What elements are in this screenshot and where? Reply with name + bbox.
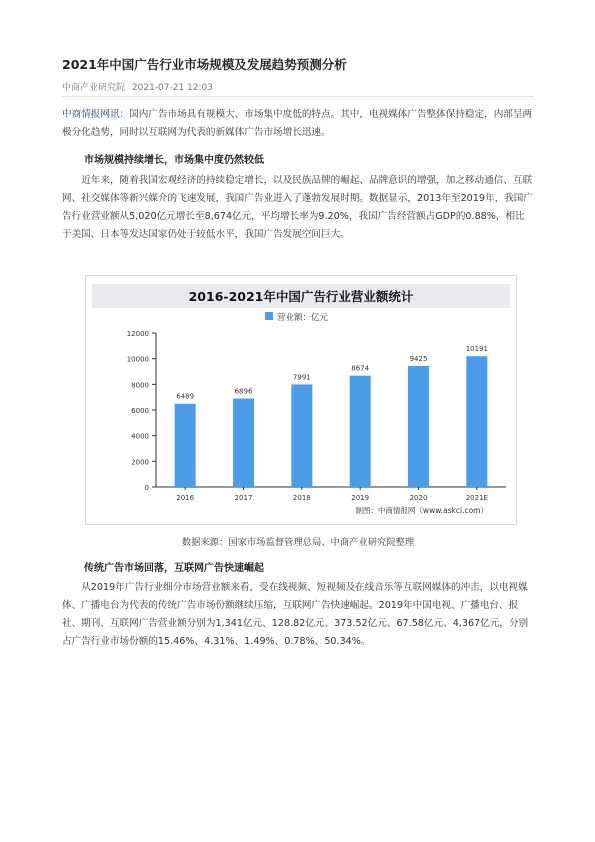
y-tick-label: 10000: [126, 355, 149, 364]
bar: [466, 356, 487, 487]
intro-body: 国内广告市场具有规模大、市场集中度低的特点。其中，电视媒体广告整体保持稳定，内部呈两极分化趋势，同时以互联网为代表的新媒体广告市场增长迅速。: [62, 109, 533, 138]
intro-paragraph: [62, 106, 534, 142]
section2-paragraph: 从2019年广告行业细分市场营业额来看，受在线视频、短视频及在线音乐等互联网媒体的冲击，以电视媒体、广播电台为代表的传统广告市场份额继续压缩，互联网广告快速崛起。2019年中国电视、广播电台、报社、期刊、互联网广告营业额分别为1,341亿元、128.82亿元、373.52亿元、67.58亿元、4,367亿元，分别占广告行业市场份额的15.46%、4.31%、1.49%、0.78%、50.34%。: [62, 582, 529, 647]
x-tick-label: 2016: [176, 494, 195, 502]
bar: [291, 384, 312, 487]
chart-caption: 数据来源：国家市场监督管理总局、中商产业研究院整理: [181, 537, 415, 548]
bar-value-label: 6489: [176, 392, 195, 401]
article-source[interactable]: 中商产业研究院: [62, 83, 126, 93]
y-tick-label: 12000: [126, 330, 149, 338]
title-divider: [62, 96, 534, 97]
article-title: 2021年中国广告行业市场规模及发展趋势预测分析: [62, 57, 347, 72]
bar-value-label: 10191: [465, 345, 488, 354]
y-tick-label: 8000: [131, 381, 149, 390]
intro-lead: 中商情报网讯：: [62, 109, 130, 120]
y-tick-label: 2000: [131, 458, 149, 467]
bar: [175, 404, 196, 487]
bar: [408, 366, 429, 487]
bar: [350, 376, 371, 487]
section2-heading: 传统广告市场回落，互联网广告快速崛起: [84, 563, 264, 574]
chart-credit: 制图：中商情报网（www.askci.com）: [355, 506, 488, 515]
y-tick-label: 0: [144, 484, 149, 492]
chart-title: 2016-2021年中国广告行业营业额统计: [188, 289, 414, 304]
x-tick-label: 2020: [409, 494, 428, 502]
x-tick-label: 2021E: [465, 494, 488, 502]
revenue-chart: [85, 275, 517, 525]
section1-heading: 市场规模持续增长，市场集中度仍然较低: [84, 155, 264, 166]
x-tick-label: 2018: [292, 494, 311, 502]
bar-value-label: 9425: [409, 355, 428, 364]
article-meta: [62, 80, 213, 93]
y-tick-label: 4000: [131, 432, 149, 441]
bar-value-label: 6896: [234, 387, 253, 396]
article-date: 2021-07-21 12:03: [131, 83, 213, 93]
bar: [233, 399, 254, 487]
x-tick-label: 2019: [351, 494, 370, 502]
legend-swatch: [265, 312, 273, 320]
bar-value-label: 8674: [351, 364, 370, 373]
revenue-chart-svg: [86, 276, 516, 524]
legend-label: 营业额：亿元: [277, 313, 329, 323]
x-tick-label: 2017: [234, 494, 253, 502]
bar-value-label: 7991: [292, 373, 311, 382]
section1-paragraph: 近年来，随着我国宏观经济的持续稳定增长，以及民族品牌的崛起、品牌意识的增强，加之移动通信、互联网、社交媒体等新兴媒介的飞速发展，我国广告业进入了蓬勃发展时期。数据显示，2013年至2019年，我国广告行业营业额从5,020亿元增长至8,674亿元，平均增长率为9.20%，我国广告经营额占GDP的0.88%，相比于美国、日本等发达国家仍处于较低水平，我国广告发展空间巨大。: [62, 175, 533, 240]
y-tick-label: 6000: [131, 407, 149, 415]
